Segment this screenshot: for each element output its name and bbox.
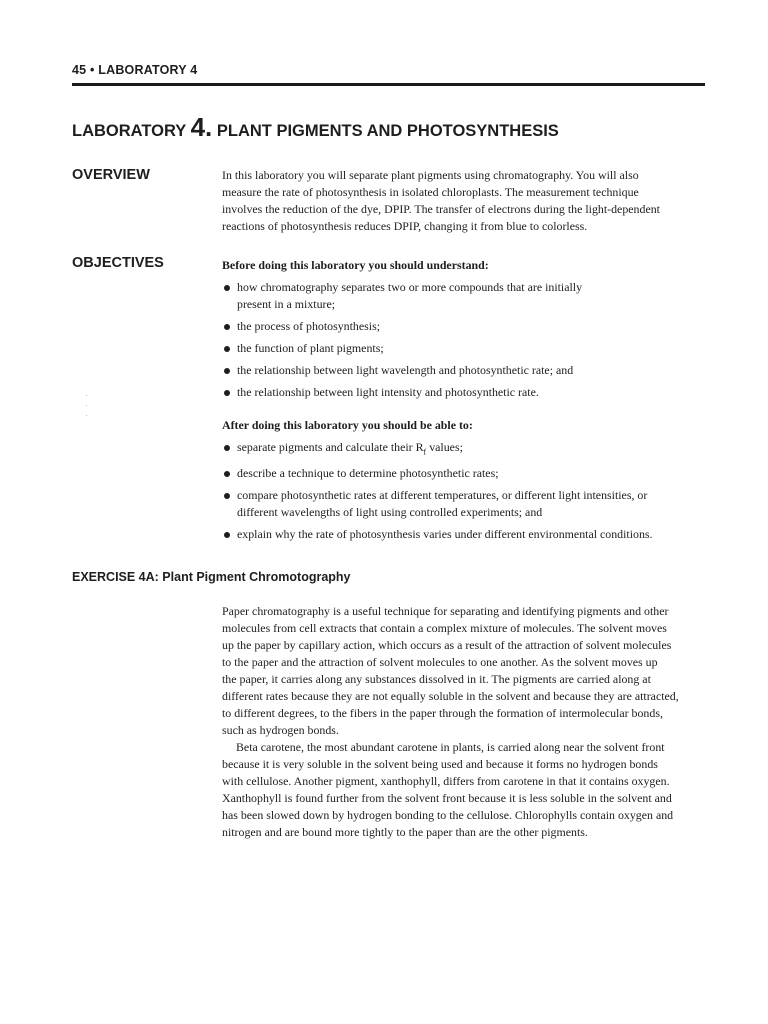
bullet-icon (224, 532, 230, 538)
before-list (222, 279, 708, 401)
title-prefix: LABORATORY (72, 122, 186, 140)
title-number: 4. (190, 112, 213, 142)
paragraph-line: Xanthophyll is found further from the solvent front because it is less soluble in the solvent and (222, 791, 672, 805)
paragraph-line: Paper chromatography is a useful technique for separating and identifying pigments and other (222, 604, 669, 618)
paragraph-line: molecules from cell extracts that contain a complex mixture of molecules. The solvent moves (222, 621, 667, 635)
bullet-icon (224, 285, 230, 291)
after-list (222, 439, 708, 543)
header-rule (72, 83, 705, 86)
bullet-icon (224, 324, 230, 330)
after-heading: After doing this laboratory you should be able to: (222, 418, 473, 432)
bullet-icon (224, 493, 230, 499)
page-title (72, 114, 559, 141)
running-header (72, 63, 197, 77)
overview-label: OVERVIEW (72, 167, 150, 183)
bullet-icon (224, 445, 230, 451)
list-item: the process of photosynthesis; (222, 318, 708, 335)
overview-line: measure the rate of photosynthesis in isolated chloroplasts. The measurement technique (222, 185, 639, 199)
exercise-heading: EXERCISE 4A: Plant Pigment Chromotography (72, 570, 351, 584)
page-number: 45 (72, 63, 87, 77)
list-item: separate pigments and calculate their $R_f$ values; (222, 439, 708, 460)
scan-speck (86, 395, 87, 396)
list-item: explain why the rate of photosynthesis varies under different environmental conditions. (222, 526, 708, 543)
bullet-icon (224, 390, 230, 396)
bullet-icon (224, 346, 230, 352)
list-item: compare photosynthetic rates at different temperatures, or different light intensities, or different wavelengths of light using controlled experiments; and (222, 487, 708, 521)
exercise-body (222, 603, 708, 841)
paragraph-line: different rates because they are not equally soluble in the solvent and because they are attracted, (222, 689, 679, 703)
paragraph-line: the paper, it carries along any substances dissolved in it. The pigments are carried along at (222, 672, 651, 686)
paragraph-line: Beta carotene, the most abundant carotene in plants, is carried along near the solvent front (236, 740, 665, 754)
header-separator: • (90, 63, 95, 77)
list-item: the function of plant pigments; (222, 340, 708, 357)
paragraph-line: because it is very soluble in the solvent being used and because it forms no hydrogen bonds (222, 757, 658, 771)
list-item: describe a technique to determine photosynthetic rates; (222, 465, 708, 482)
objectives-text (222, 257, 708, 543)
overview-line: reactions of photosynthesis reduces DPIP, changing it from blue to colorless. (222, 219, 588, 233)
scan-speck (86, 405, 87, 406)
list-item: the relationship between light intensity and photosynthetic rate. (222, 384, 708, 401)
paragraph-line: to the paper and the attraction of solvent molecules to one another. As the solvent moves up (222, 655, 658, 669)
paragraph-line: with cellulose. Another pigment, xanthophyll, differs from carotene in that it contains oxygen. (222, 774, 670, 788)
paragraph-line: such as hydrogen bonds. (222, 723, 339, 737)
scan-speck (86, 415, 87, 416)
overview-line: involves the reduction of the dye, DPIP. The transfer of electrons during the light-dependent (222, 202, 660, 216)
before-heading: Before doing this laboratory you should understand: (222, 258, 489, 272)
list-item: the relationship between light wavelength and photosynthetic rate; and (222, 362, 708, 379)
overview-text (222, 167, 708, 235)
list-item: how chromatography separates two or more compounds that are initially present in a mixture; (222, 279, 708, 313)
bullet-icon (224, 471, 230, 477)
paragraph-line: up the paper by capillary action, which occurs as a result of the attraction of solvent molecules (222, 638, 672, 652)
objectives-label: OBJECTIVES (72, 255, 164, 271)
title-text: PLANT PIGMENTS AND PHOTOSYNTHESIS (216, 122, 559, 140)
paragraph-line: to different degrees, to the fibers in the paper through the formation of intermolecular bonds, (222, 706, 663, 720)
paragraph-line: nitrogen and are bound more tightly to the paper than are the other pigments. (222, 825, 588, 839)
bullet-icon (224, 368, 230, 374)
paragraph-line: has been slowed down by hydrogen bonding to the cellulose. Chlorophylls contain oxygen and (222, 808, 674, 822)
running-title: LABORATORY 4 (98, 63, 198, 77)
overview-line: In this laboratory you will separate plant pigments using chromatography. You will also (222, 168, 639, 182)
